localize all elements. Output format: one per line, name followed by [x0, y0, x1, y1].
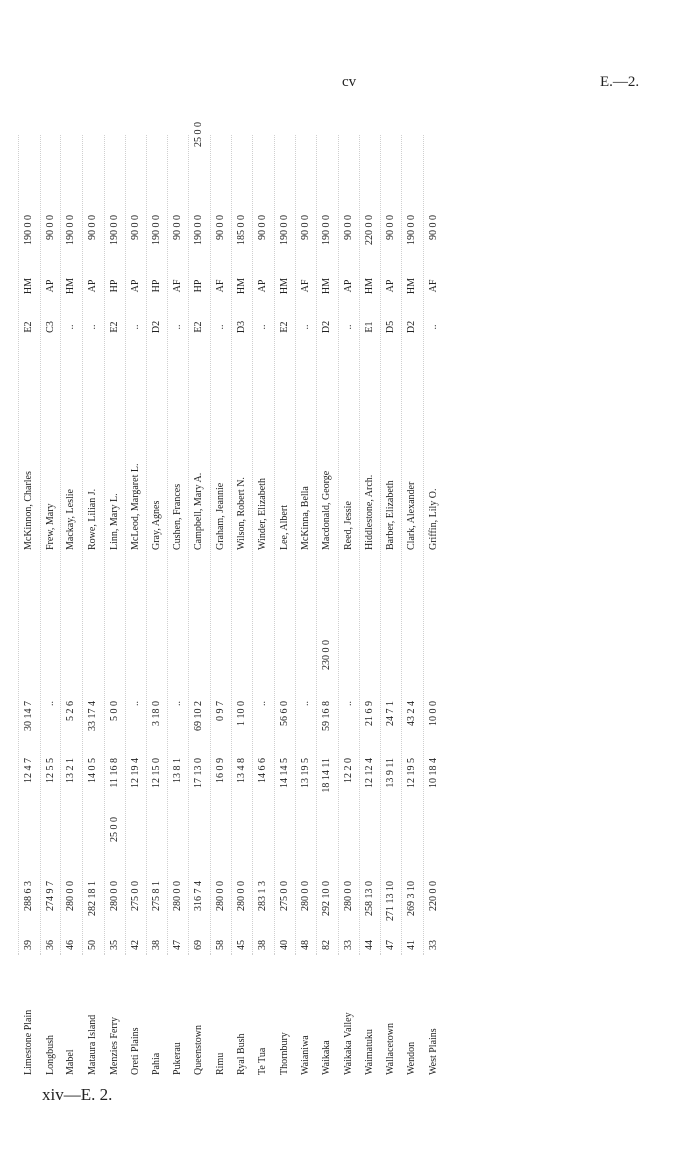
- house-allowance-cell: 12 19 4: [130, 758, 141, 788]
- class-grade: ..: [343, 324, 354, 330]
- leader-dots: [316, 135, 317, 955]
- teacher-salary: 90 0 0: [172, 215, 183, 240]
- travel-cell: 5 0 0: [109, 701, 120, 721]
- travel-cell: ..: [130, 701, 141, 706]
- position-code: AP: [257, 279, 268, 293]
- school-name: Oreti Plains: [130, 1027, 141, 1075]
- travel-cell: 10 0 0: [428, 701, 439, 726]
- teacher-salary: 90 0 0: [428, 215, 439, 240]
- class-grade: ..: [428, 324, 439, 330]
- school-name: Waianiwa: [300, 1035, 311, 1075]
- salaries-cell: 280 0 0: [109, 881, 120, 911]
- school-name: Menzies Ferry: [109, 1016, 120, 1075]
- position-code: HM: [23, 277, 34, 295]
- teacher-name: Hiddlestone, Arch.: [364, 474, 375, 550]
- salaries-cell: 280 0 0: [215, 881, 226, 911]
- teacher-salary: 190 0 0: [193, 215, 204, 245]
- roll-number: 48: [300, 940, 311, 950]
- teacher-salary: 190 0 0: [23, 215, 34, 245]
- rotated-table: [10, 115, 698, 1075]
- school-name: Pahia: [151, 1052, 162, 1075]
- travel-cell: 1 10 0: [236, 701, 247, 726]
- teacher-salary: 190 0 0: [109, 215, 120, 245]
- class-grade: E2: [109, 321, 120, 333]
- teacher-salary: 90 0 0: [130, 215, 141, 240]
- salaries-cell: 275 8 1: [151, 881, 162, 911]
- teacher-name: Campbell, Mary A.: [193, 472, 204, 550]
- house-allowance-cell: 10 18 4: [428, 758, 439, 788]
- house-allowance-cell: 12 4 7: [23, 758, 34, 783]
- roll-number: 33: [343, 940, 354, 950]
- house-allowance-cell: 14 0 5: [87, 758, 98, 783]
- class-grade: D3: [236, 320, 247, 334]
- footer-reference: xiv—E. 2.: [42, 1085, 113, 1104]
- salaries-cell: 275 0 0: [279, 881, 290, 911]
- teacher-name: Clark, Alexander: [406, 481, 417, 550]
- travel-cell: 43 2 4: [406, 701, 417, 726]
- salaries-cell: 283 1 3: [257, 881, 268, 911]
- travel-cell: 33 17 4: [87, 701, 98, 731]
- class-grade: C3: [45, 321, 56, 333]
- leader-dots: [188, 135, 189, 955]
- teacher-name: Rowe, Lilian J.: [87, 488, 98, 550]
- teacher-salary: 190 0 0: [65, 215, 76, 245]
- position-code: HP: [151, 279, 162, 293]
- position-code: AP: [87, 279, 98, 293]
- travel-cell: 3 18 0: [151, 701, 162, 726]
- class-grade: ..: [65, 324, 76, 330]
- teacher-name: Macdonald, George: [321, 470, 332, 550]
- leader-dots: [231, 135, 232, 955]
- teacher-salary: 220 0 0: [364, 215, 375, 245]
- class-grade: D2: [406, 320, 417, 334]
- school-name: Waimatuku: [364, 1029, 375, 1075]
- roll-number: 41: [406, 940, 417, 950]
- house-allowance-cell: 13 4 8: [236, 758, 247, 783]
- school-name: Queenstown: [193, 1025, 204, 1075]
- teacher-name: Reed, Jessie: [343, 501, 354, 550]
- class-grade: ..: [87, 324, 98, 330]
- school-name: Te Tua: [257, 1047, 268, 1075]
- position-code: HM: [364, 277, 375, 295]
- roll-number: 47: [385, 940, 396, 950]
- teacher-name: McKinnon, Charles: [23, 471, 34, 550]
- roll-number: 39: [23, 940, 34, 950]
- school-name: Limestone Plain: [23, 1009, 34, 1075]
- teacher-salary: 90 0 0: [257, 215, 268, 240]
- position-code: HP: [109, 279, 120, 293]
- salaries-cell: 274 9 7: [45, 881, 56, 911]
- report-reference: E.—2.: [600, 74, 640, 90]
- teacher-name: Lee, Albert: [279, 505, 290, 550]
- travel-cell: 56 6 0: [279, 701, 290, 726]
- roll-number: 40: [279, 940, 290, 950]
- school-name: Pukerau: [172, 1042, 183, 1075]
- travel-cell: ..: [300, 701, 311, 706]
- salaries-cell: 220 0 0: [428, 881, 439, 911]
- leader-dots: [167, 135, 168, 955]
- leader-dots: [210, 135, 211, 955]
- position-code: AF: [428, 279, 439, 293]
- salaries-cell: 282 18 1: [87, 881, 98, 916]
- position-code: AF: [172, 279, 183, 293]
- school-name: West Plains: [428, 1028, 439, 1075]
- extra-allowance: 25 0 0: [193, 122, 204, 147]
- salaries-cell: 288 6 3: [23, 881, 34, 911]
- teacher-name: Mackay, Leslie: [65, 489, 76, 550]
- house-allowance-cell: 14 6 6: [257, 758, 268, 783]
- house-allowance-cell: 13 8 1: [172, 758, 183, 783]
- house-allowance-cell: 14 14 5: [279, 758, 290, 788]
- bonus-cell: 25 0 0: [109, 817, 120, 842]
- salaries-cell: 269 3 10: [406, 881, 417, 916]
- travel-cell: 24 7 1: [385, 701, 396, 726]
- leader-dots: [295, 135, 296, 955]
- leader-dots: [423, 135, 424, 955]
- roll-number: 58: [215, 940, 226, 950]
- class-grade: E2: [193, 321, 204, 333]
- teacher-salary: 90 0 0: [343, 215, 354, 240]
- leader-dots: [380, 135, 381, 955]
- teacher-name: McLeod, Margaret L.: [130, 463, 141, 550]
- class-grade: D2: [321, 320, 332, 334]
- teacher-salary: 90 0 0: [215, 215, 226, 240]
- salaries-cell: 271 13 10: [385, 881, 396, 921]
- page-number: cv: [342, 74, 357, 90]
- travel-cell: ..: [172, 701, 183, 706]
- teacher-salary: 90 0 0: [87, 215, 98, 240]
- position-code: AF: [300, 279, 311, 293]
- travel-cell: 5 2 6: [65, 701, 76, 721]
- leader-dots: [18, 135, 19, 955]
- travel-cell: ..: [257, 701, 268, 706]
- house-allowance-cell: 12 12 4: [364, 758, 375, 788]
- teacher-name: Graham, Jeannie: [215, 482, 226, 550]
- class-grade: ..: [257, 324, 268, 330]
- class-grade: E2: [23, 321, 34, 333]
- leader-dots: [401, 135, 402, 955]
- house-allowance-cell: 17 13 0: [193, 758, 204, 788]
- roll-number: 69: [193, 940, 204, 950]
- travel-cell: 0 9 7: [215, 701, 226, 721]
- roll-number: 36: [45, 940, 56, 950]
- other-cell: 230 0 0: [321, 640, 332, 670]
- position-code: HM: [279, 277, 290, 295]
- roll-number: 38: [151, 940, 162, 950]
- class-grade: ..: [130, 324, 141, 330]
- teacher-salary: 190 0 0: [321, 215, 332, 245]
- salaries-cell: 258 13 0: [364, 881, 375, 916]
- salaries-cell: 275 0 0: [130, 881, 141, 911]
- leader-dots: [146, 135, 147, 955]
- house-allowance-cell: 18 14 11: [321, 758, 332, 793]
- school-name: Ryal Bush: [236, 1033, 247, 1075]
- school-name: Longbush: [45, 1035, 56, 1075]
- roll-number: 45: [236, 940, 247, 950]
- roll-number: 38: [257, 940, 268, 950]
- roll-number: 50: [87, 940, 98, 950]
- position-code: AF: [215, 279, 226, 293]
- teacher-salary: 90 0 0: [385, 215, 396, 240]
- school-name: Waikaka Valley: [343, 1012, 354, 1075]
- teacher-name: Griffin, Lily O.: [428, 488, 439, 550]
- travel-cell: 59 16 8: [321, 701, 332, 731]
- travel-cell: ..: [45, 701, 56, 706]
- leader-dots: [274, 135, 275, 955]
- teacher-name: Wilson, Robert N.: [236, 477, 247, 550]
- position-code: HM: [321, 277, 332, 295]
- salaries-cell: 316 7 4: [193, 881, 204, 911]
- class-grade: ..: [215, 324, 226, 330]
- teacher-name: Barber, Elizabeth: [385, 480, 396, 550]
- class-grade: D5: [385, 320, 396, 334]
- house-allowance-cell: 13 19 5: [300, 758, 311, 788]
- salaries-cell: 280 0 0: [236, 881, 247, 911]
- teacher-name: Frew, Mary: [45, 503, 56, 550]
- leader-dots: [252, 135, 253, 955]
- school-name: Mabel: [65, 1049, 76, 1075]
- leader-dots: [60, 135, 61, 955]
- class-grade: E2: [279, 321, 290, 333]
- position-code: AP: [130, 279, 141, 293]
- roll-number: 35: [109, 940, 120, 950]
- position-code: HM: [406, 277, 417, 295]
- class-grade: D2: [151, 320, 162, 334]
- school-name: Rimu: [215, 1052, 226, 1075]
- school-name: Wendon: [406, 1041, 417, 1075]
- salaries-cell: 280 0 0: [65, 881, 76, 911]
- house-allowance-cell: 16 0 9: [215, 758, 226, 783]
- teacher-name: Cushen, Frances: [172, 483, 183, 550]
- house-allowance-cell: 12 2 0: [343, 758, 354, 783]
- teacher-salary: 190 0 0: [279, 215, 290, 245]
- travel-cell: 69 10 2: [193, 701, 204, 731]
- teacher-salary: 90 0 0: [45, 215, 56, 240]
- position-code: AP: [343, 279, 354, 293]
- teacher-salary: 190 0 0: [406, 215, 417, 245]
- position-code: AP: [45, 279, 56, 293]
- house-allowance-cell: 12 5 5: [45, 758, 56, 783]
- class-grade: ..: [172, 324, 183, 330]
- class-grade: E1: [364, 321, 375, 333]
- leader-dots: [82, 135, 83, 955]
- travel-cell: 21 6 9: [364, 701, 375, 726]
- roll-number: 46: [65, 940, 76, 950]
- teacher-name: Linn, Mary L.: [109, 493, 120, 550]
- roll-number: 44: [364, 940, 375, 950]
- roll-number: 82: [321, 940, 332, 950]
- school-name: Wallacetown: [385, 1023, 396, 1075]
- leader-dots: [338, 135, 339, 955]
- teacher-salary: 90 0 0: [300, 215, 311, 240]
- travel-cell: 30 14 7: [23, 701, 34, 731]
- house-allowance-cell: 12 15 0: [151, 758, 162, 788]
- house-allowance-cell: 13 2 1: [65, 758, 76, 783]
- travel-cell: ..: [343, 701, 354, 706]
- school-name: Thornbury: [279, 1032, 290, 1075]
- salaries-cell: 292 10 0: [321, 881, 332, 916]
- teacher-name: Gray, Agnes: [151, 500, 162, 550]
- teacher-salary: 185 0 0: [236, 215, 247, 245]
- salaries-cell: 280 0 0: [300, 881, 311, 911]
- class-grade: ..: [300, 324, 311, 330]
- roll-number: 47: [172, 940, 183, 950]
- school-name: Waikaka: [321, 1040, 332, 1075]
- leader-dots: [40, 135, 41, 955]
- leader-dots: [125, 135, 126, 955]
- house-allowance-cell: 11 16 8: [109, 758, 120, 788]
- leader-dots: [359, 135, 360, 955]
- teacher-salary: 190 0 0: [151, 215, 162, 245]
- position-code: AP: [385, 279, 396, 293]
- leader-dots: [104, 135, 105, 955]
- house-allowance-cell: 12 19 5: [406, 758, 417, 788]
- position-code: HP: [193, 279, 204, 293]
- position-code: HM: [65, 277, 76, 295]
- salaries-cell: 280 0 0: [343, 881, 354, 911]
- salaries-cell: 280 0 0: [172, 881, 183, 911]
- position-code: HM: [236, 277, 247, 295]
- roll-number: 33: [428, 940, 439, 950]
- roll-number: 42: [130, 940, 141, 950]
- teacher-name: Winder, Elizabeth: [257, 478, 268, 550]
- teacher-name: McKinna, Bella: [300, 486, 311, 550]
- house-allowance-cell: 13 9 11: [385, 758, 396, 788]
- school-name: Mataura Island: [87, 1014, 98, 1075]
